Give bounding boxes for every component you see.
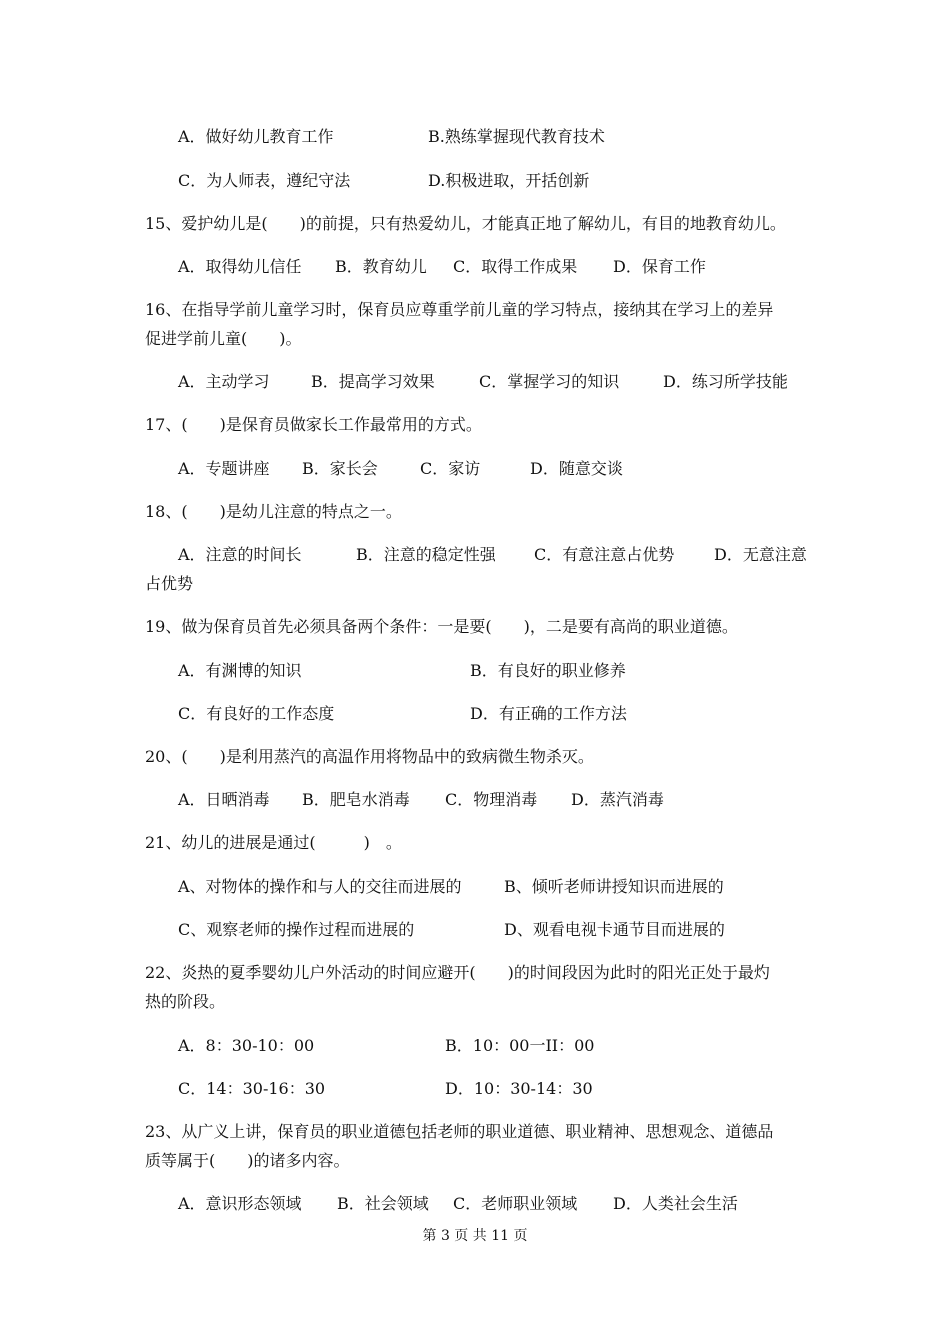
q22-option-a: A．8：30-10：00 — [178, 1036, 315, 1055]
q16-option-a: A．主动学习 — [178, 372, 270, 391]
q18-option-a: A．注意的时间长 — [178, 545, 302, 564]
q19-option-b: B．有良好的职业修养 — [470, 661, 626, 680]
q14-option-d: D.积极进取，开括创新 — [428, 171, 590, 190]
q20-option-b: B．肥皂水消毒 — [302, 790, 410, 809]
q16-stem-line2: 促进学前儿童( )。 — [145, 329, 302, 348]
q23-stem-line2: 质等属于( )的诸多内容。 — [145, 1151, 350, 1170]
q19-option-a: A．有渊博的知识 — [178, 661, 302, 680]
q19-option-c: C．有良好的工作态度 — [178, 704, 335, 723]
q18-option-d-continued: 占优势 — [145, 574, 194, 593]
q22-option-b: B．10：00一II：00 — [445, 1036, 595, 1055]
q21-option-a: A、对物体的操作和与人的交往而进展的 — [178, 877, 462, 896]
q20-option-a: A．日晒消毒 — [178, 790, 270, 809]
q21-option-d: D、观看电视卡通节目而进展的 — [504, 920, 725, 939]
q20-option-d: D．蒸汽消毒 — [571, 790, 664, 809]
q17-option-a: A．专题讲座 — [178, 459, 270, 478]
q15-option-c: C．取得工作成果 — [453, 257, 578, 276]
q15-option-b: B．教育幼儿 — [335, 257, 427, 276]
q16-stem-line1: 16、在指导学前儿童学习时，保育员应尊重学前儿童的学习特点，接纳其在学习上的差异 — [145, 300, 774, 319]
page-number-footer: 第 3 页 共 11 页 — [422, 1228, 528, 1244]
q23-stem-line1: 23、从广义上讲，保育员的职业道德包括老师的职业道德、职业精神、思想观念、道德品 — [145, 1122, 774, 1141]
q23-option-a: A．意识形态领域 — [178, 1194, 302, 1213]
q19-stem: 19、做为保育员首先必须具备两个条件：一是要( )，二是要有高尚的职业道德。 — [145, 617, 738, 636]
q14-option-c: C．为人师表，遵纪守法 — [178, 171, 351, 190]
q17-option-b: B．家长会 — [302, 459, 378, 478]
q23-option-c: C．老师职业领域 — [453, 1194, 578, 1213]
q14-option-b: B.熟练掌握现代教育技术 — [428, 127, 605, 146]
q22-option-c: C．14：30-16：30 — [178, 1079, 326, 1098]
q22-stem-line1: 22、炎热的夏季婴幼儿户外活动的时间应避开( )的时间段因为此时的阳光正处于最灼 — [145, 963, 770, 982]
q21-option-c: C、观察老师的操作过程而进展的 — [178, 920, 415, 939]
q17-option-c: C．家访 — [420, 459, 481, 478]
q15-option-d: D．保育工作 — [613, 257, 706, 276]
q16-option-b: B．提高学习效果 — [311, 372, 435, 391]
q18-option-d: D．无意注意 — [714, 545, 807, 564]
q23-option-b: B．社会领域 — [337, 1194, 429, 1213]
q19-option-d: D．有正确的工作方法 — [470, 704, 627, 723]
q15-stem: 15、爱护幼儿是( )的前提，只有热爱幼儿，才能真正地了解幼儿，有目的地教育幼儿。 — [145, 214, 786, 233]
q17-stem: 17、( )是保育员做家长工作最常用的方式。 — [145, 415, 482, 434]
q18-option-b: B．注意的稳定性强 — [356, 545, 496, 564]
q14-option-a: A．做好幼儿教育工作 — [178, 127, 334, 146]
q22-option-d: D．10：30-14：30 — [445, 1079, 593, 1098]
q17-option-d: D．随意交谈 — [530, 459, 623, 478]
q16-option-d: D．练习所学技能 — [663, 372, 788, 391]
q15-option-a: A．取得幼儿信任 — [178, 257, 302, 276]
q20-stem: 20、( )是利用蒸汽的高温作用将物品中的致病微生物杀灭。 — [145, 747, 594, 766]
q23-option-d: D．人类社会生活 — [613, 1194, 738, 1213]
q21-stem: 21、幼儿的进展是通过( ) 。 — [145, 833, 402, 852]
q18-option-c: C．有意注意占优势 — [534, 545, 675, 564]
q21-option-b: B、倾听老师讲授知识而进展的 — [504, 877, 724, 896]
q16-option-c: C．掌握学习的知识 — [479, 372, 620, 391]
q18-stem: 18、( )是幼儿注意的特点之一。 — [145, 502, 402, 521]
q20-option-c: C．物理消毒 — [445, 790, 538, 809]
q22-stem-line2: 热的阶段。 — [145, 992, 226, 1011]
